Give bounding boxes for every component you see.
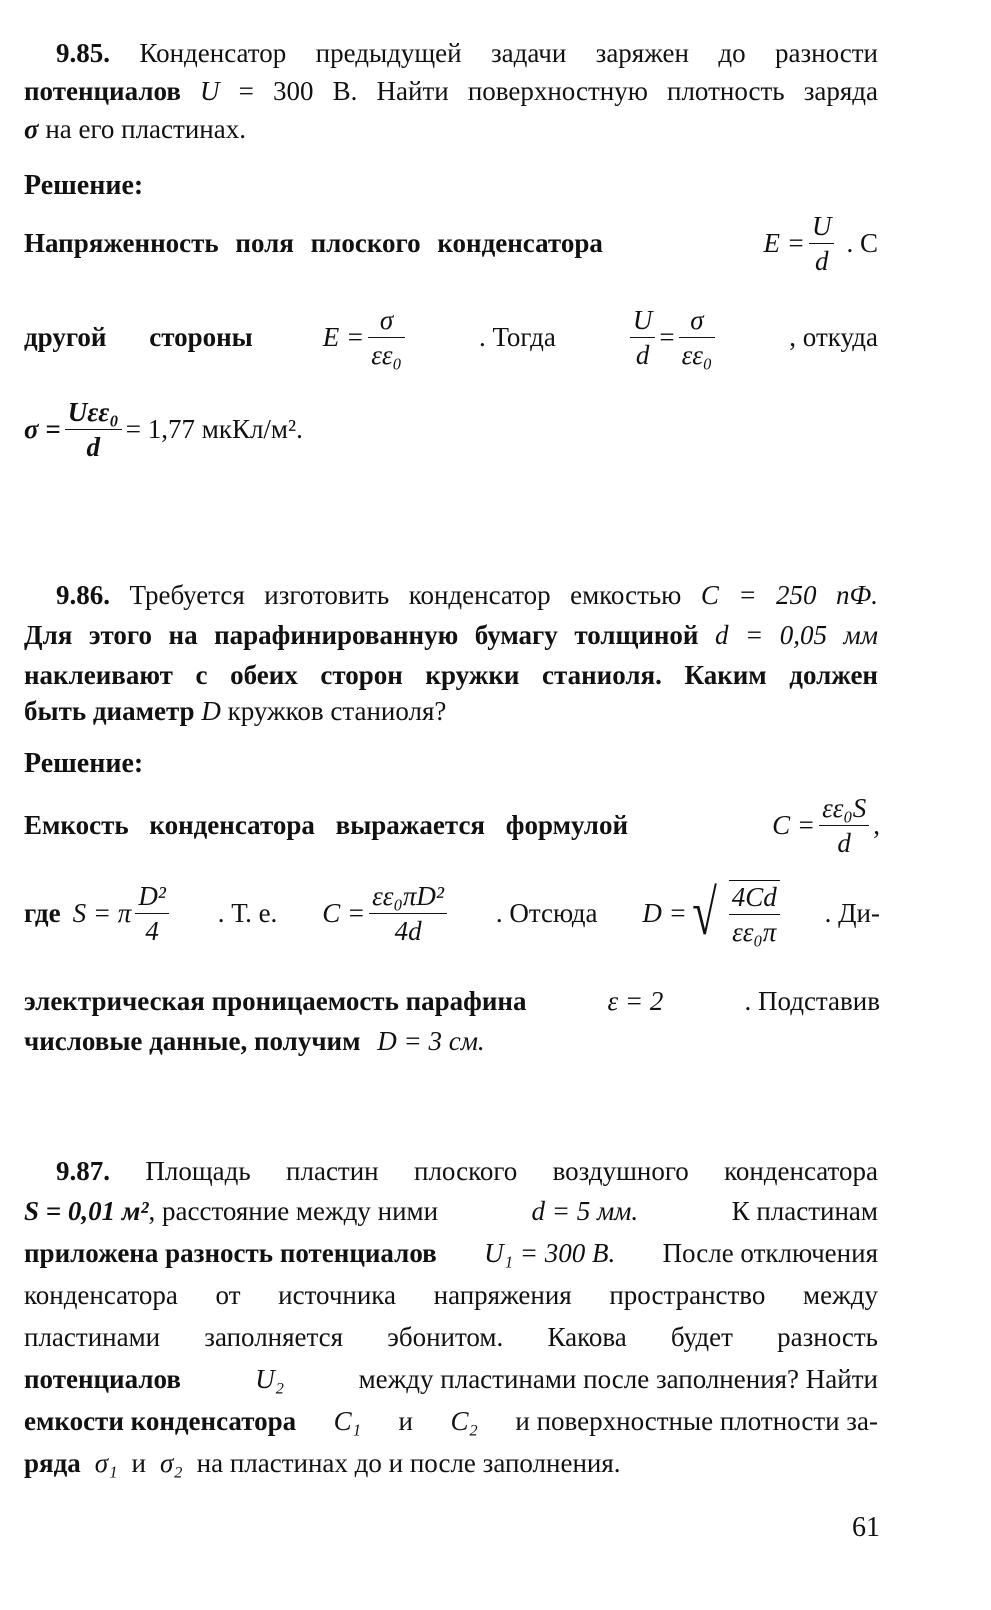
formula-capacitance-diameter: $\frac{\text{εε₀πD²}}{4d}$ bbox=[369, 882, 447, 946]
formula-capacitance: $\frac{\text{εε₀S}}{d}$ bbox=[819, 794, 869, 858]
problem-985-line-3: σ на его пластинах. bbox=[24, 114, 246, 144]
problem-987-line-8: ряда σ₁ и σ₂ на пластинах до и после заполнения. bbox=[24, 1448, 621, 1478]
formula-diameter-sqrt: √ $\frac{4Cd}{\text{εε₀π}}$ bbox=[687, 880, 780, 947]
formula-e-sigma-over-eps: $\frac{\sigma}{\text{εε₀}}$ bbox=[368, 306, 405, 370]
formula-sigma-over-eps: $\frac{\sigma}{\text{εε₀}}$ bbox=[679, 306, 716, 370]
problem-987-line-2: S = 0,01 м², расстояние между ними d = 5 мм. К пластинам bbox=[24, 1196, 878, 1226]
problem-985-solution-line-1: Напряженность поля плоского конденсатора E = $\frac{U}{d}$ . С bbox=[24, 211, 878, 277]
problem-987-line-1: 9.87. Площадь пластин плоского воздушного конденсатора bbox=[56, 1156, 878, 1186]
page-number: 61 bbox=[852, 1512, 880, 1543]
problem-985-line-2: потенциалов U = 300 В. Найти поверхностную плотность заряда bbox=[24, 76, 878, 106]
problem-986-number: 9.86. bbox=[56, 580, 110, 610]
problem-986-line-4: быть диаметр D кружков станиоля? bbox=[24, 696, 447, 726]
problem-985-solution-line-2: другой стороны E = $\frac{\sigma}{\text{εε₀}}$ . Тогда $\frac{U}{d}$ = $\frac{\sigma}{\text{εε₀}}$ , откуда bbox=[24, 305, 878, 371]
problem-986-line-2: Для этого на парафинированную бумагу толщиной d = 0,05 мм bbox=[24, 620, 879, 650]
problem-986-solution-heading: Решение: bbox=[24, 748, 144, 779]
problem-987-line-4: конденсатора от источника напряжения пространство между bbox=[24, 1280, 878, 1310]
formula-area: $\frac{\text{D²}}{4}$ bbox=[135, 882, 169, 946]
problem-985-solution-heading: Решение: bbox=[24, 170, 144, 201]
problem-986-solution-line-1: Емкость конденсатора выражается формулой C = $\frac{\text{εε₀S}}{d}$ , bbox=[24, 793, 880, 859]
problem-987-line-5: пластинами заполняется эбонитом. Какова будет разность bbox=[24, 1322, 878, 1352]
problem-985-line-1: 9.85. Конденсатор предыдущей задачи заряжен до разности bbox=[56, 38, 878, 68]
formula-sigma-result: $\frac{\text{Uεε₀}}{d}$ bbox=[65, 398, 122, 462]
formula-e-u-over-d: $\frac{U}{d}$ bbox=[809, 212, 835, 276]
problem-987-number: 9.87. bbox=[56, 1156, 110, 1186]
problem-986-solution-line-2: где S = π $\frac{\text{D²}}{4}$ . Т. е. C = $\frac{\text{εε₀πD²}}{4d}$ . Отсюда D = √ $\frac{4Cd}{\text{εε₀π}}$ . Ди- bbox=[24, 877, 880, 949]
problem-987-line-6: потенциалов U₂ между пластинами после заполнения? Найти bbox=[24, 1364, 878, 1394]
problem-986-solution-line-4: числовые данные, получим D = 3 см. bbox=[24, 1026, 485, 1056]
problem-986-line-3: наклеивают с обеих сторон кружки станиоля. Каким должен bbox=[24, 660, 878, 690]
problem-985-solution-line-3: σ = $\frac{\text{Uεε₀}}{d}$ = 1,77 мкКл/м². bbox=[24, 397, 303, 463]
problem-987-line-7: емкости конденсатора C₁ и C₂ и поверхностные плотности за- bbox=[24, 1406, 878, 1436]
problem-986-solution-line-3: электрическая проницаемость парафина ε = 2 . Подставив bbox=[24, 986, 880, 1016]
problem-985-number: 9.85. bbox=[56, 38, 110, 68]
problem-986-line-1: 9.86. Требуется изготовить конденсатор емкостью C = 250 пФ. bbox=[56, 580, 879, 610]
formula-u-over-d: $\frac{U}{d}$ bbox=[630, 306, 656, 370]
problem-987-line-3: приложена разность потенциалов U₁ = 300 В. После отключения bbox=[24, 1238, 878, 1268]
sqrt-sign-icon: √ bbox=[692, 877, 717, 949]
